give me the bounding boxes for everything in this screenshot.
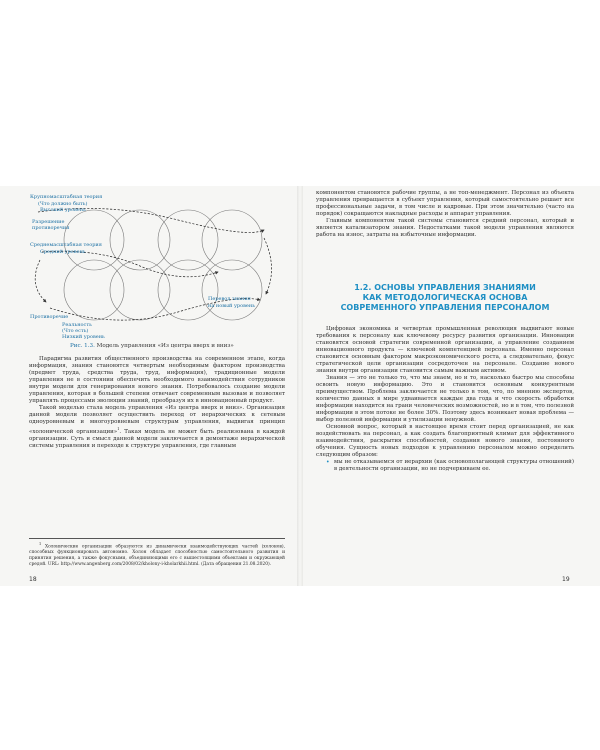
section-title [316, 283, 574, 313]
left-page-body [29, 356, 285, 450]
circle-top-1 [64, 210, 124, 270]
label-mid-level: Средний уровень [40, 249, 86, 255]
circle-bottom-3 [158, 260, 218, 320]
right-page-top [316, 190, 574, 239]
bullet-item [326, 459, 574, 473]
page-number-right: 19 [562, 576, 570, 583]
label-low-level: Низкий уровень [62, 334, 105, 340]
label-large-theory: Крупномасштабная теория [30, 194, 103, 200]
label-transfer-2: на новый уровень [208, 303, 255, 309]
footnote-ref: 1 [117, 427, 120, 431]
left-paragraph-2-a: Такой моделью стала модель управления «Из центра вверх и вниз». Организация данной модели позволяет осуществить переход от иерархических к сетевым одноуровневым и многоуровневым структурам управления, выдвигая принцип «холонической организации» [29, 405, 285, 435]
label-transfer-1: Перевод знания [208, 296, 251, 302]
arrow-right-loop [264, 238, 272, 294]
caption-number: Рис. 1.3. [70, 343, 95, 349]
page-number-left: 18 [29, 576, 37, 583]
label-what-should-be: (Что должно быть) [38, 201, 88, 207]
caption-text: Модель управления «Из центра вверх и вниз» [96, 343, 234, 349]
section-title-line-3: СОВРЕМЕННОГО УПРАВЛЕНИЯ ПЕРСОНАЛОМ [340, 303, 550, 312]
bullet-dot-icon: • [326, 459, 330, 466]
circle-top-4 [202, 210, 262, 270]
left-paragraph-1: Парадигма развития общественного производства на современном этапе, когда информация, знания становятся четвертым необходимым фактором производства (предмет труда, средства труда, труд, информация), традиционные модели управления не в состоянии обеспечить необходимого взаимодействия сотрудников внутри модели для генерирования нового знания. Потребовалось создание модели управления, которая в большей степени отвечает современным вызовам и позволяет управлять процессами эволюции знаний, преобразуя их в инновационный продукт. [29, 356, 285, 404]
left-paragraph-2-b: . Такая модель не может быть реализована в каждой организации. Суть и смысл данной модели заключается в демонтаже иерархической системы управления и переходе к структуре управления, где главным [29, 428, 286, 449]
right-top-paragraph-1: компонентом становятся рабочие группы, а не топ-менеджмент. Персонал из объекта управления превращается в субъект управления, который самостоятельно решает все профессиональные задачи, в том числе и кадровые. При этом значительно (часто на порядок) сокращаются накладные расходы и аппарат управления. [316, 190, 574, 217]
label-contradiction: Противоречие [30, 314, 69, 320]
right-paragraph-1: Цифровая экономика и четвертая промышленная революция выдвигают новые требования к персоналу как ключевому ресурсу развития организации. Инновации становятся основой стратегии современной организации, а управление созданием инновационного продукта — ключевой компетенцией персонала. Именно персонал становится основным фактором макроэкономического роста, а следовательно, фокус стратегической цели организации сосредоточен на персонале. Создание нового знания внутри организации становится самым важным активом. [316, 326, 574, 374]
label-resolve-2: противоречия [32, 225, 70, 231]
right-top-paragraph-2: Главным компонентом такой системы становится средний персонал, который и является катализатором знания. Недостатками такой модели управления являются работа на износ, затраты на избыточные информации. [316, 218, 574, 238]
label-mid-theory: Среднемасштабная теория [30, 242, 102, 248]
knowledge-model-diagram [28, 190, 284, 340]
arrow-left-loop [35, 260, 46, 302]
footnote [29, 538, 285, 568]
right-paragraph-2: Знания — это не только то, что мы знаем, но и то, насколько быстро мы способны освоить новую информацию. Это и становится основным конкурентным преимуществом. Проблема заключается не только в том, что, по мнению экспертов, количество данных в мире удваивается каждые два года и что скорость обработки информации находится на грани человеческих возможностей, но и в том, что полезной информации в этом потоке не более 30%. Поэтому здесь возникает новая проблема — выбор полезной информации и утилизации ненужной. [316, 375, 574, 423]
footnote-text [29, 542, 285, 568]
section-title-line-1: 1.2. ОСНОВЫ УПРАВЛЕНИЯ ЗНАНИЯМИ [354, 283, 536, 292]
figure-caption [70, 343, 285, 350]
label-reality: Реальность [62, 322, 92, 328]
right-paragraph-3: Основной вопрос, который в настоящее время стоит перед организацией, не как воздействовать на персонал, а как создать благоприятный климат для эффективного взаимодействия, раскрытия способностей, создания нового знания, постоянного обучения. Сущность новых подходов к управлению персоналом можно определить следующим образом: [316, 424, 574, 458]
circle-top-2 [110, 210, 170, 270]
circle-bottom-1 [64, 260, 124, 320]
label-high-level: Высокий уровень [40, 207, 86, 213]
right-page-body [316, 326, 574, 473]
label-resolve-1: Разрешение [32, 219, 65, 225]
section-title-line-2: КАК МЕТОДОЛОГИЧЕСКАЯ ОСНОВА [362, 293, 528, 302]
circle-bottom-4 [202, 260, 262, 320]
footnote-number: 1 [39, 542, 42, 546]
circle-bottom-2 [110, 260, 170, 320]
label-what-is: (Что есть) [62, 328, 89, 334]
bullet-text: мы не отказываемся от иерархии (как основополагающей структуры отношений) в деятельности организации, но не подчеркиваем ее. [334, 459, 574, 472]
book-gutter [297, 186, 303, 586]
circle-top-3 [158, 210, 218, 270]
left-paragraph-2 [29, 405, 285, 450]
footnote-body: Холонические организации образуются из динамически взаимодействующих частей (холонов), способных функционировать автономно. Холон обладает способностью самостоятельного развития и принятия решения, а также фокусными, объединяющими его с вышестоящими объектами и окружающей средой. URL: http://www.angenberg.com/2008/02/kholony-i-kholarkhii.html. (Дата обращения 21.08.2020). [29, 544, 285, 567]
